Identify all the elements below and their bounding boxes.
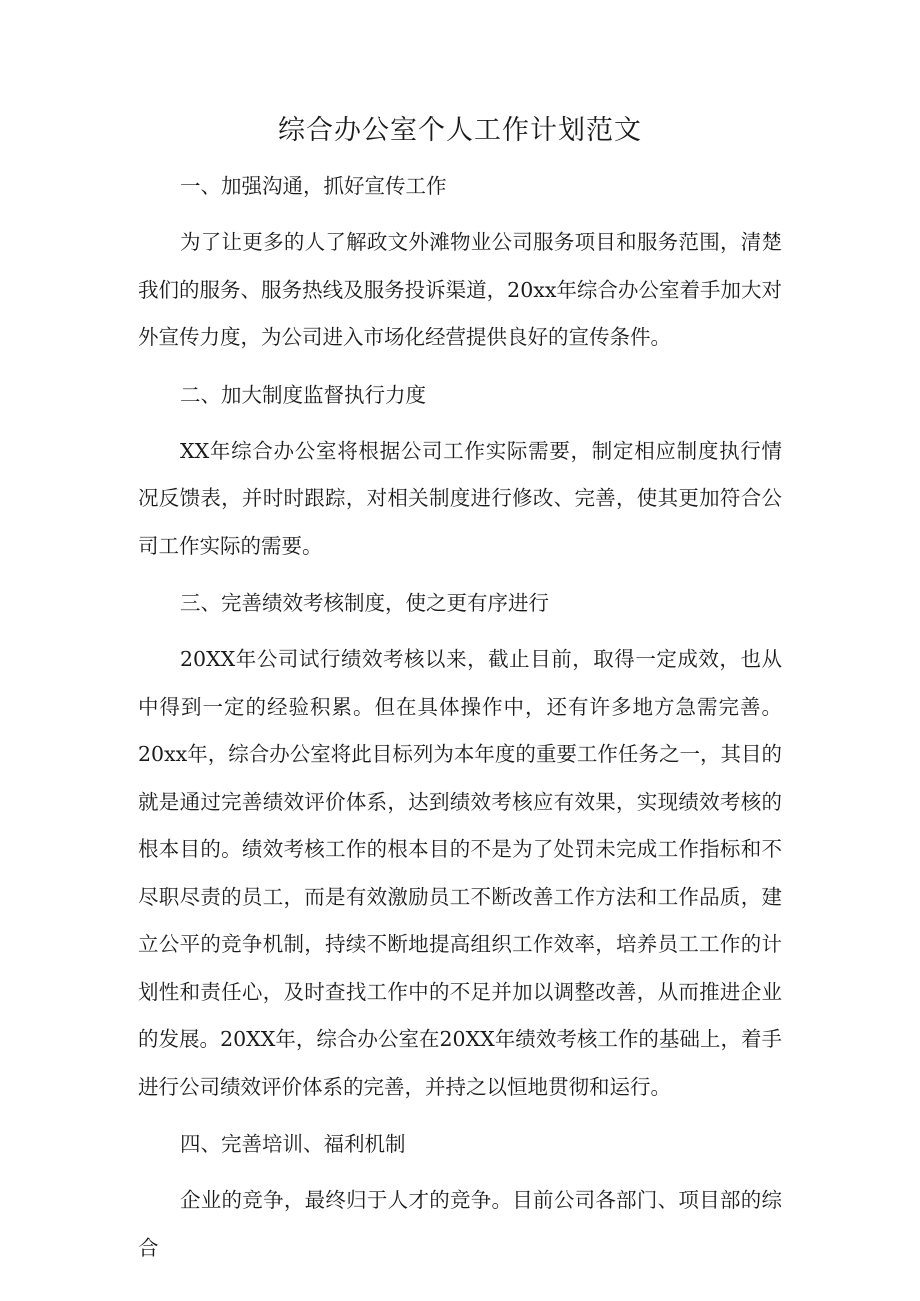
section-paragraph-2: XX年综合办公室将根据公司工作实际需要，制定相应制度执行情况反馈表，并时时跟踪，对相关制度进行修改、完善，使其更加符合公司工作实际的需要。 <box>138 438 782 558</box>
section-paragraph-4: 企业的竞争，最终归于人才的竞争。目前公司各部门、项目部的综合 <box>138 1188 782 1260</box>
section-heading-4: 四、完善培训、福利机制 <box>180 1132 406 1156</box>
section-heading-1: 一、加强沟通，抓好宣传工作 <box>180 174 447 198</box>
section-heading-3: 三、完善绩效考核制度，使之更有序进行 <box>180 591 549 615</box>
section-paragraph-1: 为了让更多的人了解政文外滩物业公司服务项目和服务范围，清楚我们的服务、服务热线及服务投诉渠道，20xx年综合办公室着手加大对外宣传力度，为公司进入市场化经营提供良好的宣传条件。 <box>138 230 782 349</box>
document-title: 综合办公室个人工作计划范文 <box>278 115 642 146</box>
section-paragraph-3: 20XX年公司试行绩效考核以来，截止目前，取得一定成效，也从中得到一定的经验积累。但在具体操作中，还有许多地方急需完善。20xx年，综合办公室将此目标列为本年度的重要工作任务之一，其目的就是通过完善绩效评价体系，达到绩效考核应有效果，实现绩效考核的根本目的。绩效考核工作的根本目的不是为了处罚未完成工作指标和不尽职尽责的员工，而是有效激励员工不断改善工作方法和工作品质，建立公平的竞争机制，持续不断地提高组织工作效率，培养员工工作的计划性和责任心，及时查找工作中的不足并加以调整改善，从而推进企业的发展。20XX年，综合办公室在20XX年绩效考核工作的基础上，着手进行公司绩效评价体系的完善，并持之以恒地贯彻和运行。 <box>138 647 782 1099</box>
section-heading-2: 二、加大制度监督执行力度 <box>180 382 426 407</box>
